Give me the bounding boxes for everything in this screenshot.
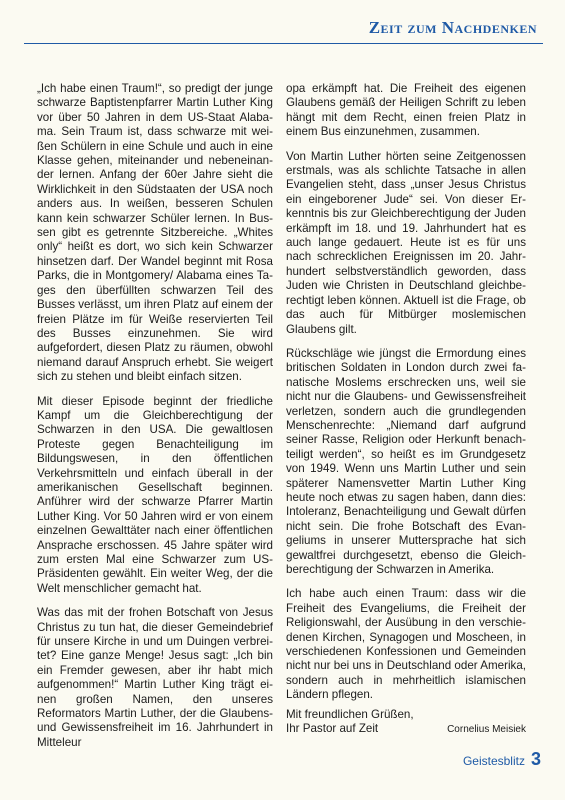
right-column bbox=[286, 82, 526, 737]
signature-row bbox=[286, 722, 526, 737]
page-number: 3 bbox=[530, 749, 541, 769]
paragraph: Rückschläge wie jüngst die Ermordung eines britischen Soldaten in London durch zwei fanatische Moslems erschrecken uns, weil sie nicht nur die Glaubens- und Gewissensfreiheit verletzen, sondern auch die grundlegenden Menschenrechte: „Niemand darf aufgrund seiner Rasse, Religion oder Herkunft benachteiligt werden“, so heißt es im Grundgesetz von 1949. Wenn uns Martin Luther und sein späterer Namensvetter Martin Luther King heute noch etwas zu sagen haben, dann dies: Intoleranz, Benachteiligung und Gewalt dürfen nicht sein. Die frohe Botschaft des Evangeliums in unserer Muttersprache hat sich gewaltfrei durchgesetzt, ebenso die Gleichberechtigung der Schwarzen in Amerika. bbox=[286, 346, 526, 576]
paragraph: opa erkämpft hat. Die Freiheit des eigenen Glaubens gemäß der Heiligen Schrift zu leben hängt mit dem Recht, einen freien Platz in einem Bus einzunehmen, zusammen. bbox=[286, 82, 526, 139]
paragraph: Was das mit der frohen Botschaft von Jesus Christus zu tun hat, die dieser Gemeindebrief für unsere Kirche in und um Duingen verbreitet? Eine ganze Menge! Jesus sagt: „Ich bin ein Fremder gewesen, aber ihr habt mich aufgenommen!“ Martin Luther King trägt einen großen Namen, den unseres Reformators Martin Luther, der die Glaubens- und Gewissensfreiheit im 16. Jahrhundert in Mitteleur bbox=[37, 606, 273, 749]
section-title: Zeit zum Nachdenken bbox=[368, 18, 537, 37]
author-name: Cornelius Meisiek bbox=[447, 724, 526, 736]
paragraph: Ich habe auch einen Traum: dass wir die Freiheit des Evangeliums, die Freiheit der Religionswahl, der Ausübung in den verschiedenen Kirchen, Synagogen und Moscheen, in verschiedenen Konfessionen und Gemeinden nicht nur bei uns in Deutschland oder Amerika, sondern auch in mehrheitlich islamischen Ländern pflegen. bbox=[286, 587, 526, 702]
publication-name: Geistesblitz bbox=[462, 754, 525, 768]
signature-line: Ihr Pastor auf Zeit bbox=[286, 722, 379, 736]
header-divider bbox=[24, 43, 543, 44]
paragraph: Mit dieser Episode beginnt der friedliche Kampf um die Gleichberechtigung der Schwarzen in den USA. Die gewaltlosen Proteste gegen Benachteiligung im Bildungswesen, in den öffentlichen Verkehrsmitteln und einfach überall in der amerikanischen Gesellschaft beginnen. Anführer wird der schwarze Pfarrer Martin Luther King. Vor 50 Jahren wird er von einem einzelnen Gewalttäter nach einer öffentlichen Ansprache erschossen. 45 Jahre später wird zum ersten Mal eine Schwarzer zum US-Präsidenten gewählt. Ein weiter Weg, der die Welt menschlicher gemacht hat. bbox=[37, 394, 273, 595]
page-footer bbox=[463, 749, 541, 770]
paragraph: „Ich habe einen Traum!“, so predigt der junge schwarze Baptistenpfarrer Martin Luther King vor über 50 Jahren in dem US-Staat Alabama. Sein Traum ist, dass schwarze mit weißen Schülern in eine Schule und auch in eine Klasse gehen, miteinander und nebeneinander lernen. Anfang der 60er Jahre sieht die Wirklichkeit in den Südstaaten der USA noch anders aus. In weißen, besseren Schulen kann kein schwarzer Schüler lernen. In Bussen gibt es getrennte Sitzbereiche. „Whites only“ heißt es dort, wo sich kein Schwarzer hinsetzen darf. Der Wandel beginnt mit Rosa Parks, die in Montgomery/ Alabama eines Tages den überfüllten schwarzen Teil des Busses verlässt, um ihren Platz auf einem der freien Plätze im für Weiße reservierten Teil des Busses einzunehmen. Sie wird aufgefordert, diesen Platz zu räumen, obwohl niemand darauf Anspruch erhebt. Sie weigert sich zu stehen und bleibt einfach sitzen. bbox=[37, 82, 273, 384]
closing-greeting: Mit freundlichen Grüßen, bbox=[286, 707, 414, 721]
left-column bbox=[37, 82, 273, 760]
paragraph: Von Martin Luther hörten seine Zeitgenossen erstmals, was als schlichte Tatsache in allen Evangelien steht, dass „unser Jesus Christus ein eingeborener Jude“ sei. Von dieser Erkenntnis bis zur Gleichberechtigung der Juden erkämpft im 18. und 19. Jahrhundert hat es auch lange gedauert. Heute ist es für uns nach schrecklichen Ereignissen im 20. Jahrhundert selbstverständlich geworden, dass Juden wie Christen in Deutschland gleichberechtigt leben können. Aktuell ist die Frage, ob das auch für Mitbürger moslemischen Glaubens gilt. bbox=[286, 149, 526, 336]
signature-block bbox=[286, 708, 526, 738]
